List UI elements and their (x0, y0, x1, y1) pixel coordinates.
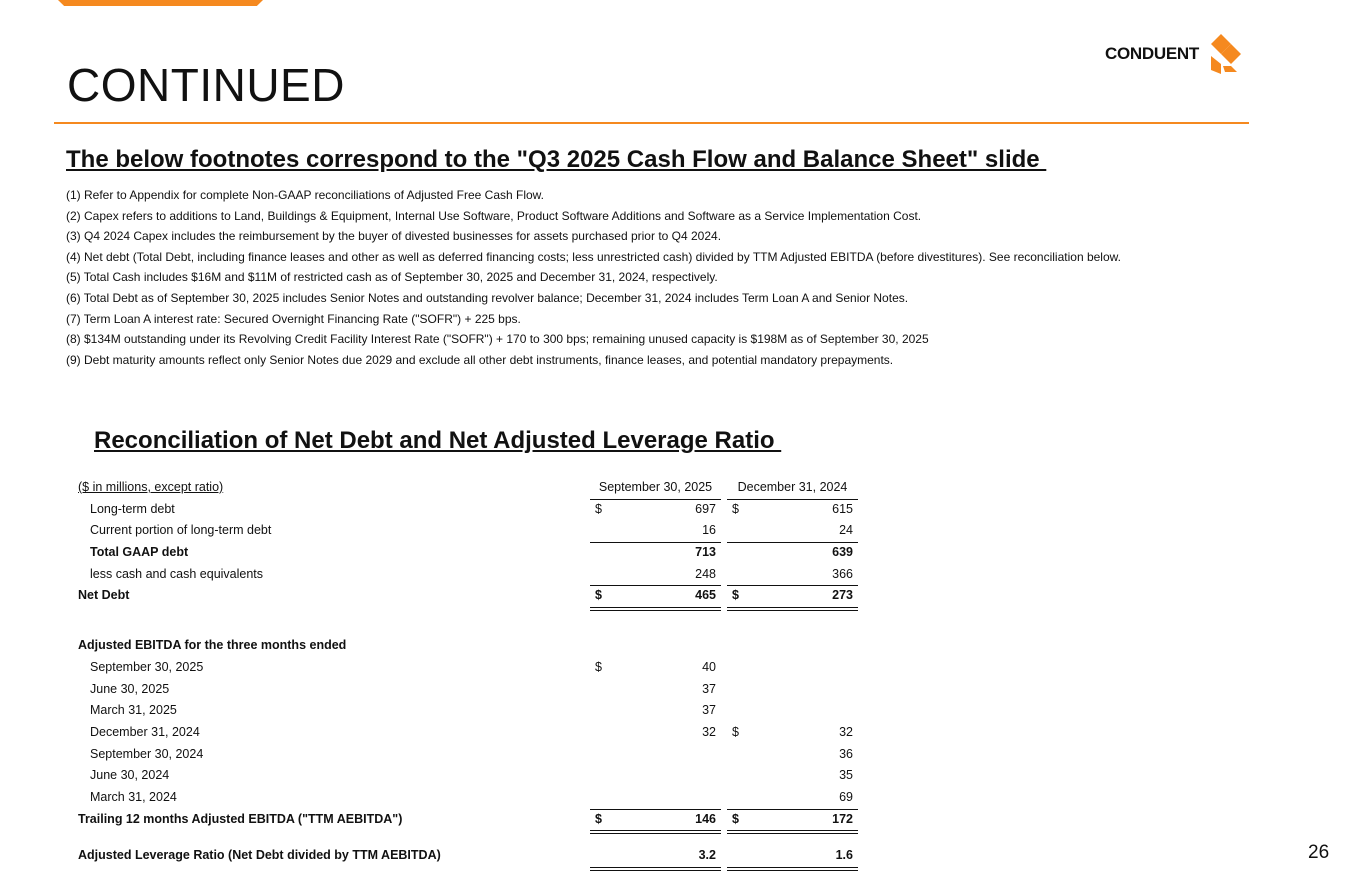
row-label: June 30, 2025 (90, 681, 170, 696)
footnote-item: (7) Term Loan A interest rate: Secured Overnight Financing Rate ("SOFR") + 225 bps. (66, 311, 521, 326)
table-row (78, 565, 860, 587)
row-label: March 31, 2025 (90, 703, 177, 718)
conduent-cube-icon (1207, 34, 1245, 74)
cell-value: 36 (839, 746, 853, 761)
footnote-item: (5) Total Cash includes $16M and $11M of restricted cash as of September 30, 2025 and December 31, 2024, respectively. (66, 270, 718, 285)
table-row (78, 521, 860, 543)
table-row (78, 810, 860, 832)
table-row (78, 723, 860, 745)
cell-value: 639 (832, 545, 853, 560)
cell-value (590, 788, 721, 810)
cell-value: 3.2 (590, 846, 721, 868)
footnote-item: (6) Total Debt as of September 30, 2025 includes Senior Notes and outstanding revolver balance; December 31, 2024 includes Term Loan A and Senior Notes. (66, 290, 909, 305)
currency-sign: $ (732, 501, 739, 516)
cell-value: $ 465 (590, 586, 721, 608)
currency-sign: $ (732, 588, 739, 603)
units-label: ($ in millions, except ratio) (78, 480, 224, 494)
footnote-item: (2) Capex refers to additions to Land, Buildings & Equipment, Internal Use Software, Product Software Additions and Software as a Service Implementation Cost. (66, 208, 922, 223)
reconciliation-table (78, 478, 860, 868)
title-divider (54, 122, 1249, 124)
row-label: Trailing 12 months Adjusted EBITDA ("TTM AEBITDA") (78, 811, 403, 826)
table-row (78, 543, 860, 565)
reconciliation-heading: Reconciliation of Net Debt and Net Adjusted Leverage Ratio (94, 427, 782, 454)
row-label: Long-term debt (90, 501, 175, 516)
cell-value: $ 32 (732, 724, 853, 739)
row-spacer (78, 608, 860, 636)
table-row (78, 636, 860, 658)
cell-value: $ 615 (732, 501, 853, 516)
section-label: Adjusted EBITDA for the three months ended (78, 638, 347, 653)
cell-value: 37 (702, 681, 716, 696)
footnote-item: (9) Debt maturity amounts reflect only Senior Notes due 2029 and exclude all other debt instruments, finance leases, and potential mandatory prepayments. (66, 352, 894, 367)
row-label: Total GAAP debt (90, 545, 189, 560)
cell-value: $ 697 (595, 501, 716, 516)
column-header-dec-2024: December 31, 2024 (727, 478, 858, 500)
cell-value: 366 (727, 565, 858, 587)
row-label: March 31, 2024 (90, 789, 177, 804)
currency-sign: $ (732, 724, 739, 739)
footnote-item: (4) Net debt (Total Debt, including finance leases and other as well as deferred financing costs; less unrestricted cash) divided by TTM Adjusted EBITDA (before divestitures). See reconciliation below. (66, 249, 1121, 264)
logo-text: CONDUENT (1105, 44, 1199, 63)
table-row (78, 766, 860, 788)
table-row (78, 680, 860, 702)
row-label: Current portion of long-term debt (90, 523, 272, 538)
cell-value: 16 (590, 521, 721, 543)
currency-sign: $ (732, 811, 739, 826)
row-label: June 30, 2024 (90, 768, 170, 783)
row-label: December 31, 2024 (90, 724, 200, 739)
table-row (78, 658, 860, 680)
page-title: CONTINUED (67, 59, 345, 111)
cell-value: $ 146 (590, 810, 721, 832)
cell-value: 248 (590, 565, 721, 587)
cell-value: 1.6 (727, 846, 858, 868)
cell-value: 37 (702, 703, 716, 718)
table-row (78, 701, 860, 723)
cell-value: $ 273 (727, 586, 858, 608)
footnotes-list (66, 188, 1121, 373)
table-row (78, 586, 860, 608)
row-label: September 30, 2024 (90, 746, 204, 761)
table-row (78, 500, 860, 522)
footnote-item: (8) $134M outstanding under its Revolving Credit Facility Interest Rate ("SOFR") + 170 to 300 bps; remaining unused capacity is $198M as of September 30, 2025 (66, 332, 929, 347)
currency-sign: $ (595, 811, 602, 826)
row-label: Net Debt (78, 588, 130, 603)
table-row (78, 846, 860, 868)
cell-value: $ 40 (595, 659, 716, 674)
conduent-logo (1105, 34, 1245, 74)
row-label: Adjusted Leverage Ratio (Net Debt divided by TTM AEBITDA) (78, 848, 441, 863)
row-label: September 30, 2025 (90, 659, 204, 674)
table-row (78, 788, 860, 810)
column-header-sep-2025: September 30, 2025 (590, 478, 721, 500)
top-accent-bar (58, 0, 263, 6)
cell-value: 69 (727, 788, 858, 810)
footnote-item: (1) Refer to Appendix for complete Non-GAAP reconciliations of Adjusted Free Cash Flow. (66, 188, 545, 202)
cell-value: $ 172 (727, 810, 858, 832)
footnote-item: (3) Q4 2024 Capex includes the reimbursement by the buyer of divested businesses for assets purchased prior to Q4 2024. (66, 229, 722, 244)
row-label: less cash and cash equivalents (90, 566, 264, 581)
currency-sign: $ (595, 501, 602, 516)
cell-value: 713 (695, 545, 716, 560)
page-number: 26 (1308, 842, 1330, 863)
currency-sign: $ (595, 588, 602, 603)
table-row (78, 745, 860, 767)
table-header-row (78, 478, 860, 500)
cell-value: 32 (702, 724, 716, 739)
cell-value: 24 (727, 521, 858, 543)
footnotes-heading: The below footnotes correspond to the "Q3 2025 Cash Flow and Balance Sheet" slide (66, 146, 1047, 173)
cell-value: 35 (839, 768, 853, 783)
currency-sign: $ (595, 659, 602, 674)
